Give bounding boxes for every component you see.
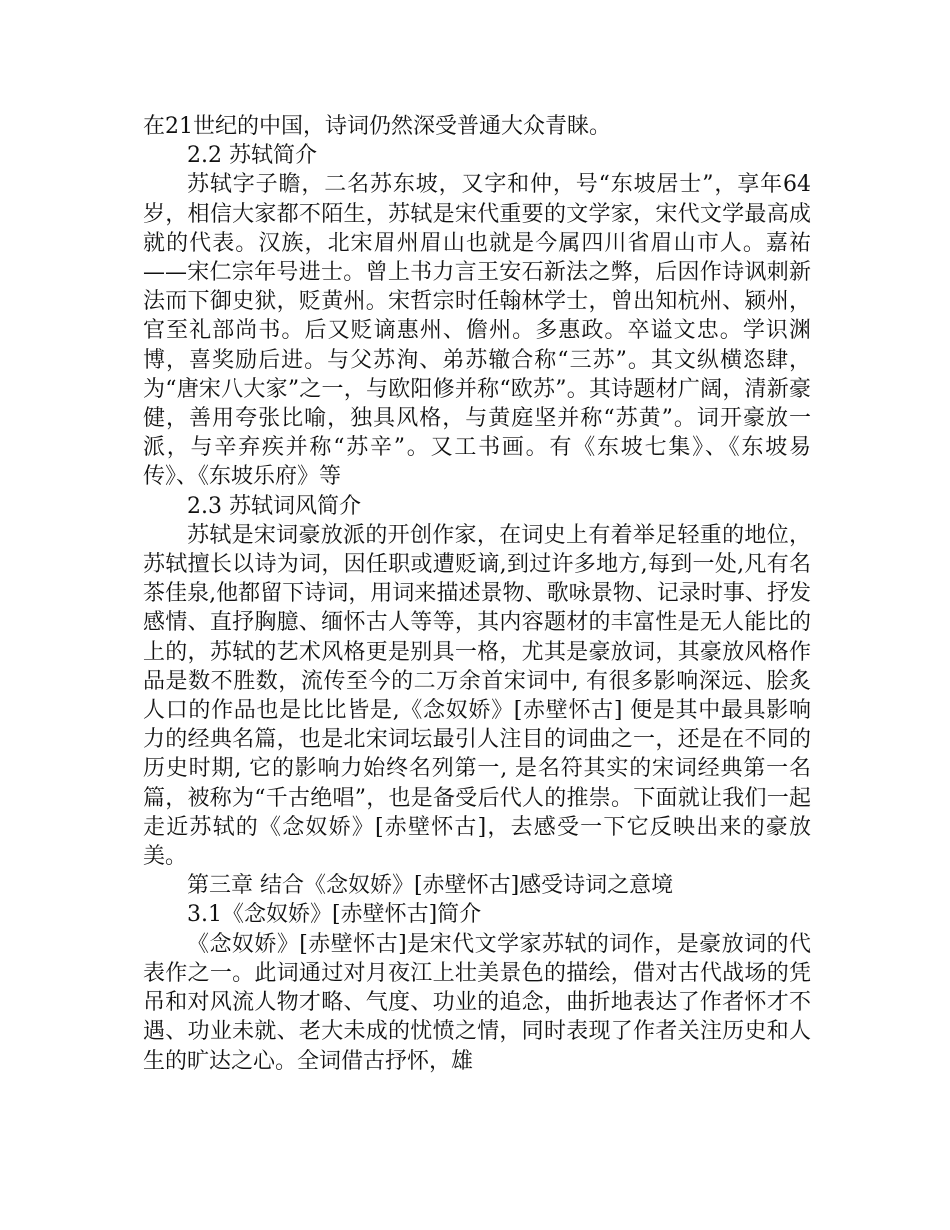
heading-chapter-3: 第三章 结合《念奴娇》[赤壁怀古]感受诗词之意境 xyxy=(187,873,674,899)
paragraph-poem-intro: 《念奴娇》[赤壁怀古]是宋代文学家苏轼的词作，是豪放词的代表作之一。此词通过对月夜江上壮美景色的描绘，借对古代战场的凭吊和对风流人物才略、气度、功业的追念，曲折地表达了作者怀才不遇、功业未就、老大未成的忧愤之情，同时表现了作者关注历史和人生的旷达之心。全词借古抒怀，雄 xyxy=(143,931,811,1074)
paragraph-ci-style: 苏轼是宋词豪放派的开创作家，在词史上有着举足轻重的地位，苏轼擅长以诗为词，因任职或遭贬谪,到过许多地方,每到一处,凡有名茶佳泉,他都留下诗词，用词来描述景物、歌咏景物、记录时事、抒发感情、直抒胸臆、缅怀古人等等，其内容题材的丰富性是无人能比的上的，苏轼的艺术风格更是别具一格，尤其是豪放词，其豪放风格作品是数不胜数，流传至今的二万余首宋词中, 有很多影响深远、脍炙人口的作品也是比比皆是,《念奴娇》[赤壁怀古] 便是其中最具影响力的经典名篇，也是北宋词坛最引人注目的词曲之一，还是在不同的历史时期, 它的影响力始终名列第一, 是名符其实的宋词经典第一名篇，被称为“千古绝唱”，也是备受后代人的推崇。下面就让我们一起走近苏轼的《念奴娇》[赤壁怀古]，去感受一下它反映出来的豪放美。 xyxy=(143,522,811,870)
paragraph-su-shi-biography: 苏轼字子瞻，二名苏东坡，又字和仲，号“东坡居士”，享年64岁，相信大家都不陌生，苏轼是宋代重要的文学家，宋代文学最高成就的代表。汉族，北宋眉州眉山也就是今属四川省眉山市人。嘉祐——宋仁宗年号进士。曾上书力言王安石新法之弊，后因作诗讽刺新法而下御史狱，贬黄州。宋哲宗时任翰林学士，曾出知杭州、颍州，官至礼部尚书。后又贬谪惠州、儋州。多惠政。卒谥文忠。学识渊博，喜奖励后进。与父苏洵、弟苏辙合称“三苏”。其文纵横恣肆，为“唐宋八大家”之一，与欧阳修并称“欧苏”。其诗题材广阔，清新豪健，善用夸张比喻，独具风格，与黄庭坚并称“苏黄”。词开豪放一派，与辛弃疾并称“苏辛”。又工书画。有《东坡七集》、《东坡易传》、《东坡乐府》等 xyxy=(143,172,811,490)
document-page xyxy=(143,112,811,1076)
heading-2-3-ci-style-intro: 2.3 苏轼词风简介 xyxy=(187,493,361,519)
paragraph-intro-tail: 在21世纪的中国，诗词仍然深受普通大众青睐。 xyxy=(143,114,611,139)
heading-3-1-poem-intro: 3.1《念奴娇》[赤壁怀古]简介 xyxy=(187,902,482,928)
heading-2-2-su-shi-intro: 2.2 苏轼简介 xyxy=(187,143,317,169)
